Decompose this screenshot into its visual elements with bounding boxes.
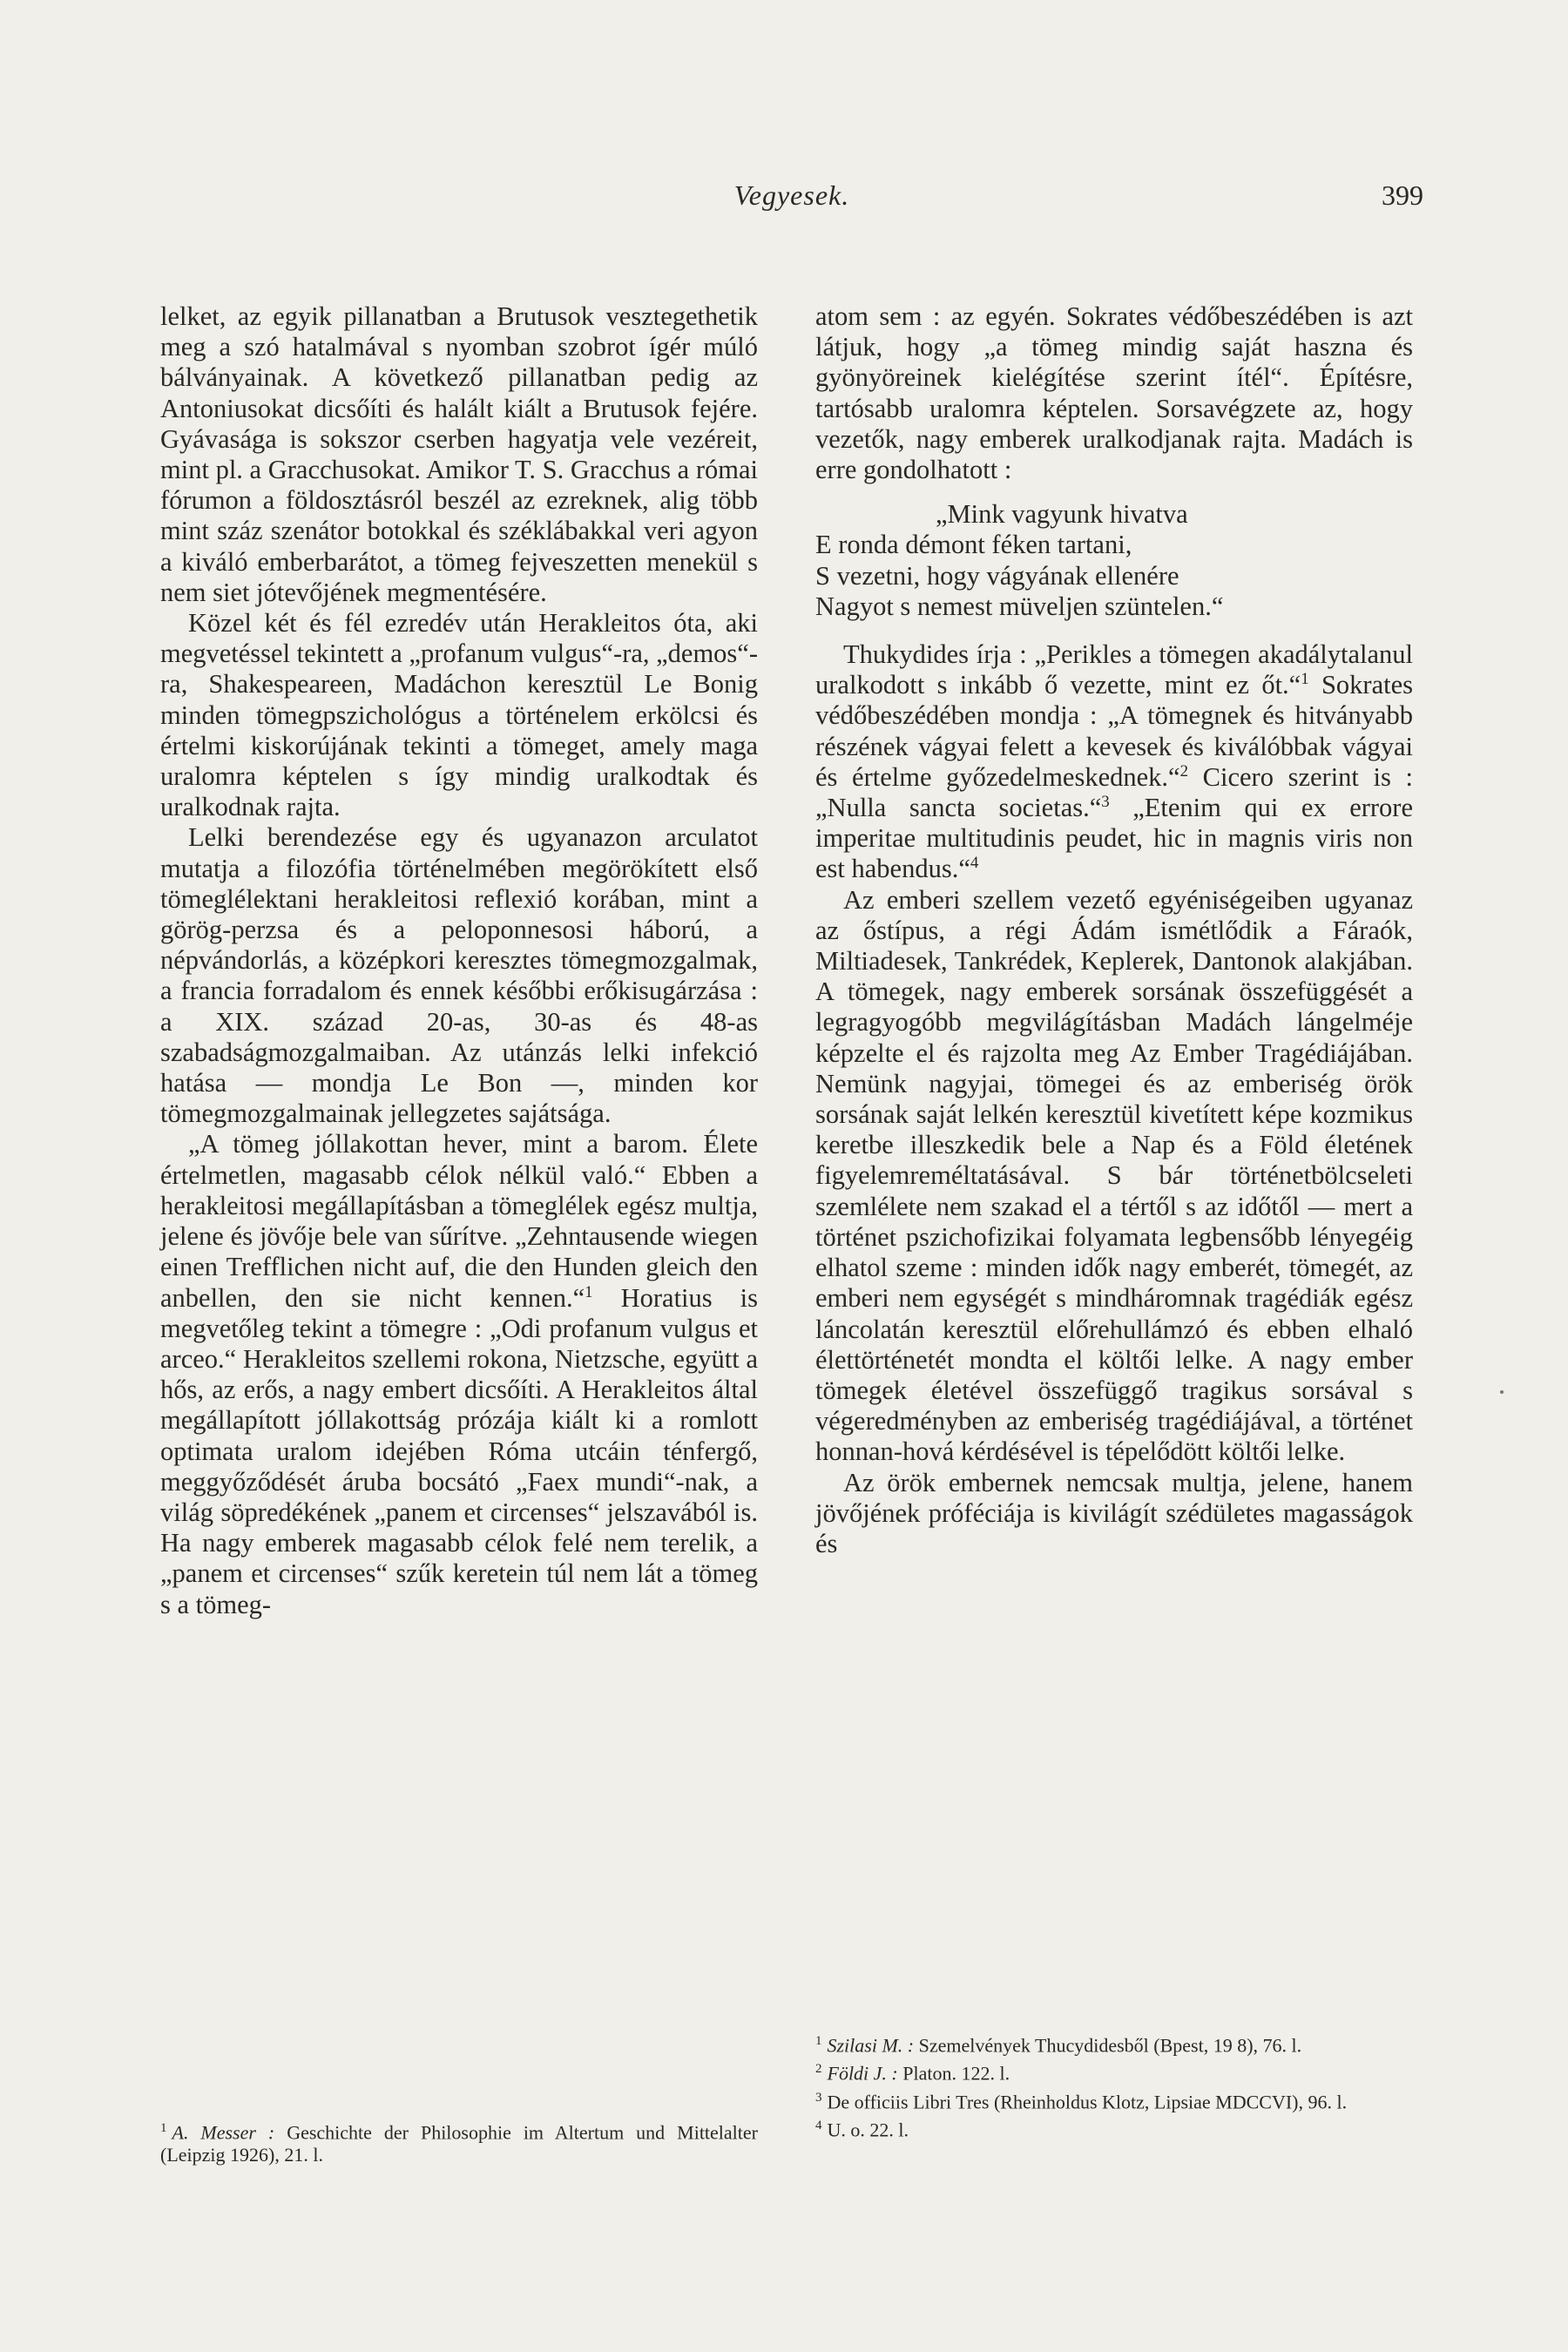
footnote-text: U. o. 22. l.: [827, 2119, 909, 2141]
footnote: [815, 2030, 1413, 2057]
right-paragraph-1: atom sem : az egyén. Sokrates védőbeszédében is azt látjuk, hogy „a tömeg mindig saját haszna és gyönyöreinek kielégítése szerint ítél“. Építésre, tartósabb uralomra képtelen. Sorsavégzete az, hogy vezetők, nagy emberek uralkodjanak rajta. Madách is erre gondolhatott :: [815, 301, 1413, 485]
left-paragraph-4-part-b: Horatius is megvetőleg tekint a tömegre : „Odi profanum vulgus et arceo.“ Herakleitos szellemi rokona, Nietzsche, együtt a hős, az erős, a nagy embert dicsőíti. A Herakleitos által megállapított jóllakottság prózája kiált ki a romlott optimata uralom idejében Róma utcáin ténfergő, meggyőződését áruba bocsátó „Faex mundi“-nak, a világ söpredékének „panem et circenses“ jelszavából is. Ha nagy emberek magasabb célok felé nem terelik, a „panem et circenses“ szűk keretein túl nem lát a tömeg s a tömeg-: [160, 1282, 759, 1619]
left-paragraph-4-part-a: „A tömeg jóllakottan hever, mint a barom. Élete értelmetlen, magasabb célok nélkül való.“ Ebben a herakleitosi megállapításban a tömeglélek egész multja, jelene és jövője bele van sűrítve. „Zehntausende wiegen einen Trefflichen nicht auf, die den Hunden gleich den anbellen, den sie nicht kennen.“: [160, 1129, 758, 1313]
paper-speck: [1500, 1390, 1504, 1394]
verse-line: S vezetni, hogy vágyának ellenére: [815, 560, 1179, 591]
page-number: 399: [1382, 179, 1423, 211]
footnote-author: Szilasi M. :: [827, 2034, 915, 2057]
left-footnotes: [160, 2117, 758, 2167]
running-title: Vegyesek.: [733, 179, 850, 211]
right-paragraph-2: [815, 639, 1413, 885]
footnote-number: 2: [815, 2062, 822, 2077]
footnote: [815, 2086, 1413, 2113]
verse-line: Nagyot s nemest müveljen szüntelen.“: [815, 591, 1224, 621]
footnote-number: 1: [160, 2121, 167, 2135]
verse-line: E ronda démont féken tartani,: [815, 530, 1132, 560]
footnote-ref: 1: [585, 1282, 593, 1301]
right-paragraph-4: Az örök embernek nemcsak multja, jelene, hanem jövőjének próféciája is kivilágít szédületes magasságok és: [815, 1467, 1413, 1558]
verse-line: „Mink vagyunk hivatva: [936, 499, 1188, 530]
left-paragraph-4: [160, 1129, 758, 1619]
page-header: [160, 174, 1423, 223]
footnote-ref: 4: [970, 854, 979, 873]
footnote-number: 3: [815, 2090, 822, 2105]
left-paragraph-3: Lelki berendezése egy és ugyanazon arculatot mutatja a filozófia történelmében megörökített első tömeglélektani herakleitosi reflexió korában, mint a görög-perzsa és a peloponnesosi háború, a népvándorlás, a középkori keresztes tömegmozgalmak, a francia forradalom és ennek későbbi erőkisugárzása : a XIX. század 20-as, 30-as és 48-as szabadságmozgalmaiban. Az utánzás lelki infekció hatása — mondja Le Bon —, minden kor tömegmozgalmainak jellegzetes sajátsága.: [160, 822, 758, 1129]
footnote-number: 1: [815, 2034, 822, 2048]
footnote-ref: 1: [1301, 670, 1309, 689]
right-footnotes: [815, 2030, 1413, 2142]
right-paragraph-2-part-b: Sokrates védőbeszédében mondja : „A tömegnek és hitványabb részének vágyai felett a kevesek és kiválóbbak vágyai és értelme győzedelmeskednek.“: [815, 670, 1413, 792]
left-paragraph-2: Közel két és fél ezredév után Herakleitos óta, aki megvetéssel tekintett a „profanum vulgus“-ra, „demos“-ra, Shakespeareen, Madáchon keresztül Le Bonig minden tömegpszichológus a történelem erkölcsi és értelmi kiskorújának tekinti a tömeget, amely maga uralomra képtelen s így mindig uralkodtak és uralkodnak rajta.: [160, 608, 758, 822]
right-column: [815, 301, 1413, 1559]
footnote-author: A. Messer :: [172, 2121, 275, 2144]
verse-quote: [815, 499, 1413, 622]
footnote: [160, 2117, 758, 2166]
footnote-author: Földi J. :: [827, 2062, 898, 2085]
footnote: [815, 2058, 1413, 2085]
footnote-text: Szemelvények Thucydidesből (Bpest, 19 8), 76. l.: [918, 2034, 1302, 2057]
right-paragraph-2-part-a: Thukydides írja : „Perikles a tömegen akadálytalanul uralkodott s inkább ő vezette, mint ez őt.“: [815, 639, 1413, 700]
right-paragraph-3: Az emberi szellem vezető egyéniségeiben ugyanaz az őstípus, a régi Ádám ismétlődik a Fáraók, Miltiadesek, Tankrédek, Keplerek, Dantonok alakjában. A tömegek, nagy emberek sorsának összefüggését a legragyogóbb megvilágításban Madách lángelméje képzelte el és rajzolta meg Az Ember Tragédiájában. Nemünk nagyjai, tömegei és az emberiség örök sorsának saját lelkén keresztül kivetített képe kozmikus keretbe illeszkedik bele a Nap és a Föld életének figyelemreméltatásával. S bár történetbölcseleti szemlélete nem szakad el a tértől s az időtől — mert a történet pszichofizikai folyamata legbensőbb lényegéig elhatol szeme : minden idők nagy emberét, tömegét, az emberi nem egységét s mindháromnak tragédiák egész láncolatán keresztül előrehullámzó és ebben elhaló élettörténetét mondta el költői lelke. A nagy ember tömegek életével összefüggő tragikus sorsával s végeredményben az emberiség tragédiájával, a történet honnan-hová kérdésével is tépelődött költői lelke.: [815, 884, 1413, 1467]
left-column: [160, 301, 758, 1620]
right-paragraph-2-part-d: „Etenim qui ex errore imperitae multitudinis peudet, hic in magnis viris non est habendus.“: [815, 793, 1413, 884]
right-paragraph-2-part-c: Cicero szerint is : „Nulla sancta societas.“: [815, 761, 1413, 823]
footnote-text: Geschichte der Philosophie im Altertum und Mittelalter (Leipzig 1926), 21. l.: [160, 2121, 758, 2166]
footnote-number: 4: [815, 2118, 822, 2132]
left-paragraph-1: lelket, az egyik pillanatban a Brutusok vesztegethetik meg a szó hatalmával s nyomban szobrot ígér múló bálványainak. A következő pillanatban pedig az Antoniusokat dicsőíti és halált kiált a Brutusok fejére. Gyávasága is sokszor cserben hagyatja vele vezéreit, mint pl. a Gracchusokat. Amikor T. S. Gracchus a római fórumon a földosztásról beszél az ezreknek, alig több mint száz szenátor botokkal és széklábakkal veri agyon a kiváló emberbarátot, a tömeg fejveszetten menekül s nem siet jótevőjének megmentésére.: [160, 301, 758, 607]
footnote-ref: 2: [1179, 761, 1189, 781]
footnote-text: De officiis Libri Tres (Rheinholdus Klotz, Lipsiae MDCCVI), 96. l.: [827, 2090, 1348, 2112]
footnote-text: Platon. 122. l.: [902, 2062, 1010, 2085]
footnote: [815, 2114, 1413, 2141]
footnote-ref: 3: [1101, 792, 1110, 811]
